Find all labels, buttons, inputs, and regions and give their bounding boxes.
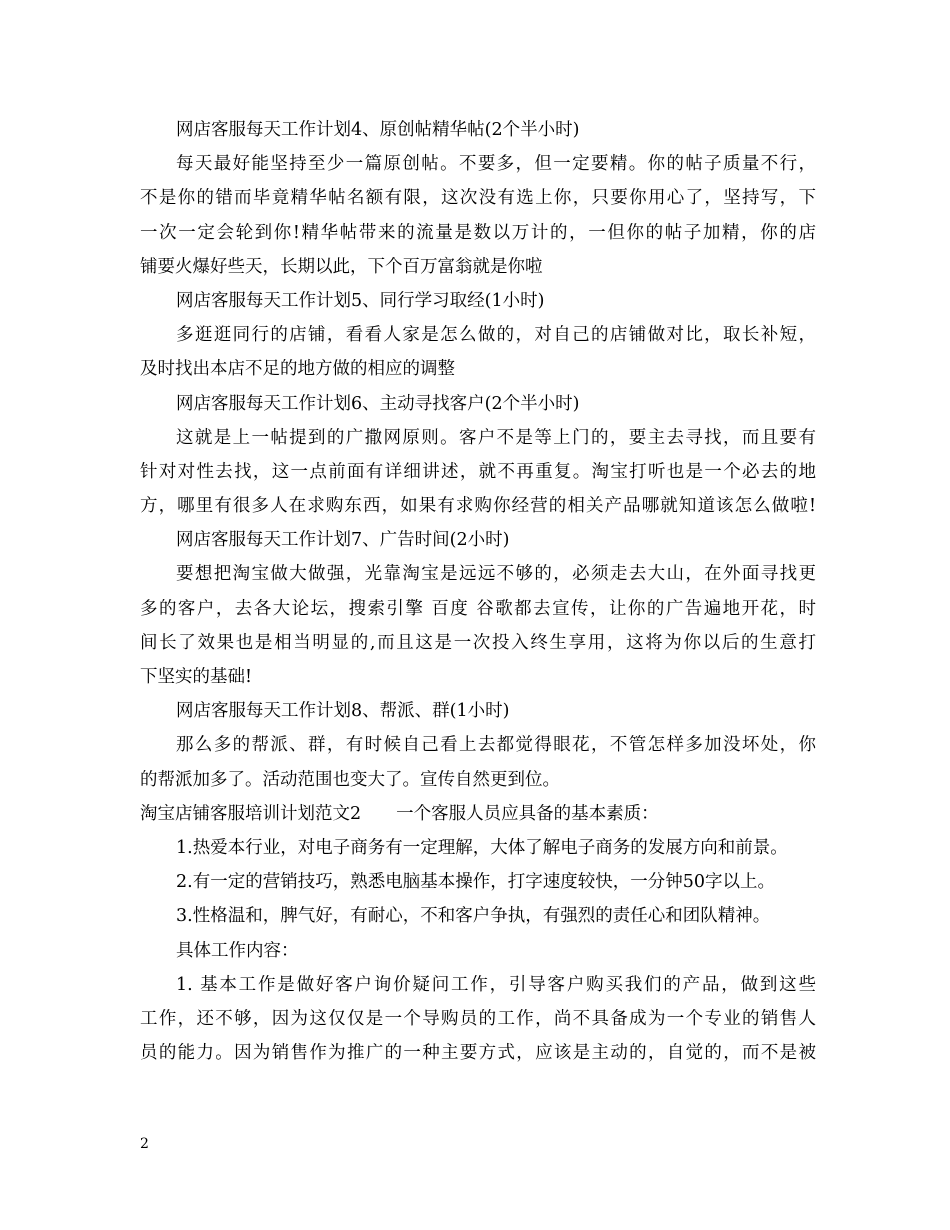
- paragraph-line: 每天最好能坚持至少一篇原创帖。不要多，但一定要精。你的帖子质量不行，: [176, 154, 816, 175]
- list-item: 2.有一定的营销技巧，熟悉电脑基本操作，打字速度较快，一分钟50字以上。: [176, 872, 775, 893]
- list-item: 1.热爱本行业，对电子商务有一定理解，大体了解电子商务的发展方向和前景。: [176, 837, 788, 858]
- section-heading-5: 网店客服每天工作计划5、同行学习取经(1小时): [176, 290, 545, 311]
- paragraph-line: 及时找出本店不足的地方做的相应的调整: [140, 359, 455, 380]
- paragraph-line: 间长了效果也是相当明显的,而且这是一次投入终生享用，这将为你以后的生意打: [140, 632, 816, 653]
- section-heading-8: 网店客服每天工作计划8、帮派、群(1小时): [176, 701, 510, 722]
- paragraph-line: 工作，还不够，因为这仅仅是一个导购员的工作，尚不具备成为一个专业的销售人: [140, 1008, 816, 1029]
- list-item: 3.性格温和，脾气好，有耐心，不和客户争执，有强烈的责任心和团队精神。: [176, 906, 771, 927]
- paragraph-line: 铺要火爆好些天，长期以此，下个百万富翁就是你啦: [140, 256, 543, 277]
- paragraph-line: 员的能力。因为销售作为推广的一种主要方式，应该是主动的，自觉的，而不是被: [140, 1043, 816, 1064]
- paragraph-line: 要想把淘宝做大做强，光靠淘宝是远远不够的，必须走去大山，在外面寻找更: [176, 564, 816, 585]
- paragraph-line: 的帮派加多了。活动范围也变大了。宣传自然更到位。: [140, 769, 560, 790]
- paragraph-line: 一次一定会轮到你!精华帖带来的流量是数以万计的，一但你的帖子加精，你的店: [140, 222, 816, 243]
- paragraph-line: 下坚实的基础!: [140, 667, 253, 687]
- paragraph-line: 那么多的帮派、群，有时候自己看上去都觉得眼花，不管怎样多加没坏处，你: [176, 735, 816, 756]
- section-heading-7: 网店客服每天工作计划7、广告时间(2小时): [176, 530, 510, 551]
- document-body: [140, 113, 816, 1070]
- paragraph-line: 这就是上一帖提到的广撒网原则。客户不是等上门的，要主去寻找，而且要有: [176, 427, 816, 448]
- paragraph-line: 多逛逛同行的店铺，看看人家是怎么做的，对自己的店铺做对比，取长补短，: [176, 325, 816, 346]
- paragraph-line: 针对对性去找，这一点前面有详细讲述，就不再重复。淘宝打听也是一个必去的地: [140, 461, 816, 482]
- section-heading-6: 网店客服每天工作计划6、主动寻找客户(2个半小时): [176, 393, 580, 414]
- paragraph-line: 1. 基本工作是做好客户询价疑问工作，引导客户购买我们的产品，做到这些: [176, 974, 816, 995]
- paragraph-line: 不是你的错而毕竟精华帖名额有限，这次没有选上你，只要你用心了，坚持写，下: [140, 188, 816, 209]
- paragraph-line: 多的客户，去各大论坛，搜索引擎 百度 谷歌都去宣传，让你的广告遍地开花，时: [140, 598, 816, 619]
- paragraph-line: 方，哪里有很多人在求购东西，如果有求购你经营的相关产品哪就知道该怎么做啦!: [140, 496, 816, 517]
- page-number: 2: [140, 1136, 149, 1152]
- section-heading-4: 网店客服每天工作计划4、原创帖精华帖(2个半小时): [176, 120, 580, 140]
- section-heading-work: 具体工作内容：: [176, 940, 299, 961]
- document-subtitle: 淘宝店铺客服培训计划范文2 一个客服人员应具备的基本素质：: [140, 803, 659, 824]
